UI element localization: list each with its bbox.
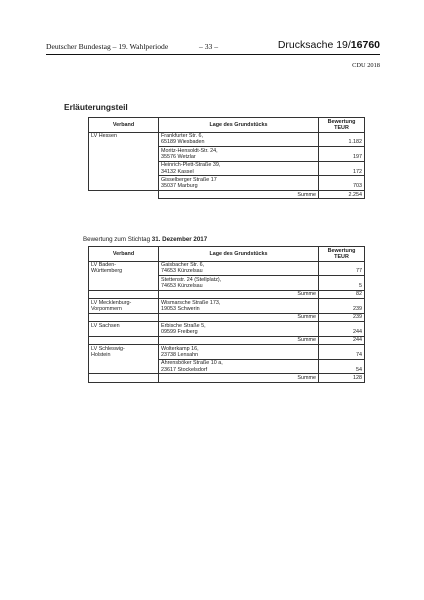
sum-value: 2.254	[319, 190, 365, 198]
drucksache-id: 16760	[350, 39, 380, 51]
lage-cell	[159, 299, 319, 314]
lage-cell	[159, 132, 319, 147]
drucksache-number	[278, 39, 380, 51]
lage-cell	[159, 161, 319, 176]
sum-label: Summe	[159, 313, 319, 321]
lage-line2: 35576 Wetzlar	[161, 153, 196, 160]
verband-line2: Vorpommern	[91, 305, 122, 312]
lage-line1: Ahrensböker Straße 10 a,	[161, 360, 223, 367]
value-cell: 172	[319, 161, 365, 176]
verband-cell	[89, 261, 159, 290]
lage-line2: 23617 Stockelsdorf	[161, 366, 208, 373]
header-bewertung-l1: Bewertung	[327, 247, 356, 254]
verband-line2: Württemberg	[91, 268, 123, 275]
header-rule	[46, 54, 380, 55]
value-cell: 197	[319, 147, 365, 162]
lage-cell	[159, 322, 319, 337]
verband-line1: LV Sachsen	[91, 322, 120, 329]
lage-line2: 35037 Marburg	[161, 183, 198, 190]
verband-line2: Holstein	[91, 351, 111, 358]
lage-cell	[159, 147, 319, 162]
verband-line1: LV Baden-	[91, 262, 117, 269]
header-lage: Lage des Grundstücks	[159, 118, 319, 133]
verband-cell	[89, 345, 159, 374]
sum-row	[89, 190, 365, 198]
header-bewertung-l2: TEUR	[334, 124, 349, 131]
lage-line2: 74653 Künzelsau	[161, 282, 203, 289]
lage-cell	[159, 176, 319, 191]
lage-line2: 19053 Schwerin	[161, 305, 200, 312]
table-row	[89, 345, 365, 360]
header-lage: Lage des Grundstücks	[159, 247, 319, 262]
lage-line1: Wismarsche Straße 173,	[161, 299, 221, 306]
table-row	[89, 322, 365, 337]
verband-cell: LV Hessen	[89, 132, 159, 190]
verband-line1: LV Mecklenburg-	[91, 299, 132, 306]
table-row	[89, 299, 365, 314]
section-title: Erläuterungsteil	[64, 102, 128, 112]
lage-line1: Gisselberger Straße 17	[161, 176, 217, 183]
lage-cell	[159, 276, 319, 291]
sum-label: Summe	[159, 374, 319, 382]
table-header-row	[89, 118, 365, 133]
sum-row	[89, 374, 365, 382]
sum-label: Summe	[159, 290, 319, 298]
lage-line2: 65189 Wiesbaden	[161, 139, 205, 146]
verband-cell	[89, 299, 159, 314]
lage-line1: Gaisbacher Str. 6,	[161, 262, 205, 269]
stichtag-date: 31. Dezember 2017	[151, 236, 208, 243]
lage-line1: Frankfurter Str. 6,	[161, 133, 203, 140]
sum-row	[89, 313, 365, 321]
lage-line2: 74653 Künzelsau	[161, 268, 203, 275]
header-bewertung-l2: TEUR	[334, 253, 349, 260]
header-verband: Verband	[89, 118, 159, 133]
lage-cell	[159, 359, 319, 374]
table-header-row	[89, 247, 365, 262]
sum-label: Summe	[159, 336, 319, 344]
sum-row	[89, 336, 365, 344]
stichtag-prefix: Bewertung zum Stichtag	[83, 236, 152, 243]
sum-value: 244	[319, 336, 365, 344]
verband-cell	[89, 322, 159, 337]
lage-line2: 09599 Freiberg	[161, 328, 198, 335]
page-number: – 33 –	[199, 42, 218, 51]
lage-line2: 34132 Kassel	[161, 168, 194, 175]
table-row	[89, 261, 365, 276]
lage-line1: Moritz-Hensoldt-Str. 24,	[161, 147, 218, 154]
header-bewertung	[319, 118, 365, 133]
verband-line1: LV Schleswig-	[91, 345, 125, 352]
value-cell: 244	[319, 322, 365, 337]
value-cell: 5	[319, 276, 365, 291]
value-cell: 77	[319, 261, 365, 276]
lage-line1: Erbische Straße 5,	[161, 322, 206, 329]
sum-value: 239	[319, 313, 365, 321]
table-hessen	[88, 117, 365, 199]
value-cell: 703	[319, 176, 365, 191]
header-bewertung-l1: Bewertung	[327, 118, 356, 125]
stichtag-caption	[83, 236, 207, 243]
lage-cell	[159, 345, 319, 360]
lage-line1: Wolterkamp 16,	[161, 345, 199, 352]
header-left: Deutscher Bundestag – 19. Wahlperiode	[46, 42, 169, 51]
table-row	[89, 132, 365, 147]
lage-cell	[159, 261, 319, 276]
value-cell: 74	[319, 345, 365, 360]
sum-row	[89, 290, 365, 298]
lage-line1: Heinrich-Plett-Straße 39,	[161, 162, 221, 169]
table-landesverbaende	[88, 246, 365, 383]
lage-line1: Stettenstr. 24 (Stellplatz),	[161, 276, 222, 283]
drucksache-prefix: Drucksache 19/	[277, 39, 351, 51]
party-year-label: CDU 2018	[352, 62, 380, 69]
value-cell: 1.182	[319, 132, 365, 147]
value-cell: 239	[319, 299, 365, 314]
sum-value: 128	[319, 374, 365, 382]
lage-line2: 23738 Lensahn	[161, 351, 199, 358]
sum-value: 82	[319, 290, 365, 298]
value-cell: 54	[319, 359, 365, 374]
header-verband: Verband	[89, 247, 159, 262]
header-bewertung	[319, 247, 365, 262]
sum-label: Summe	[159, 190, 319, 198]
